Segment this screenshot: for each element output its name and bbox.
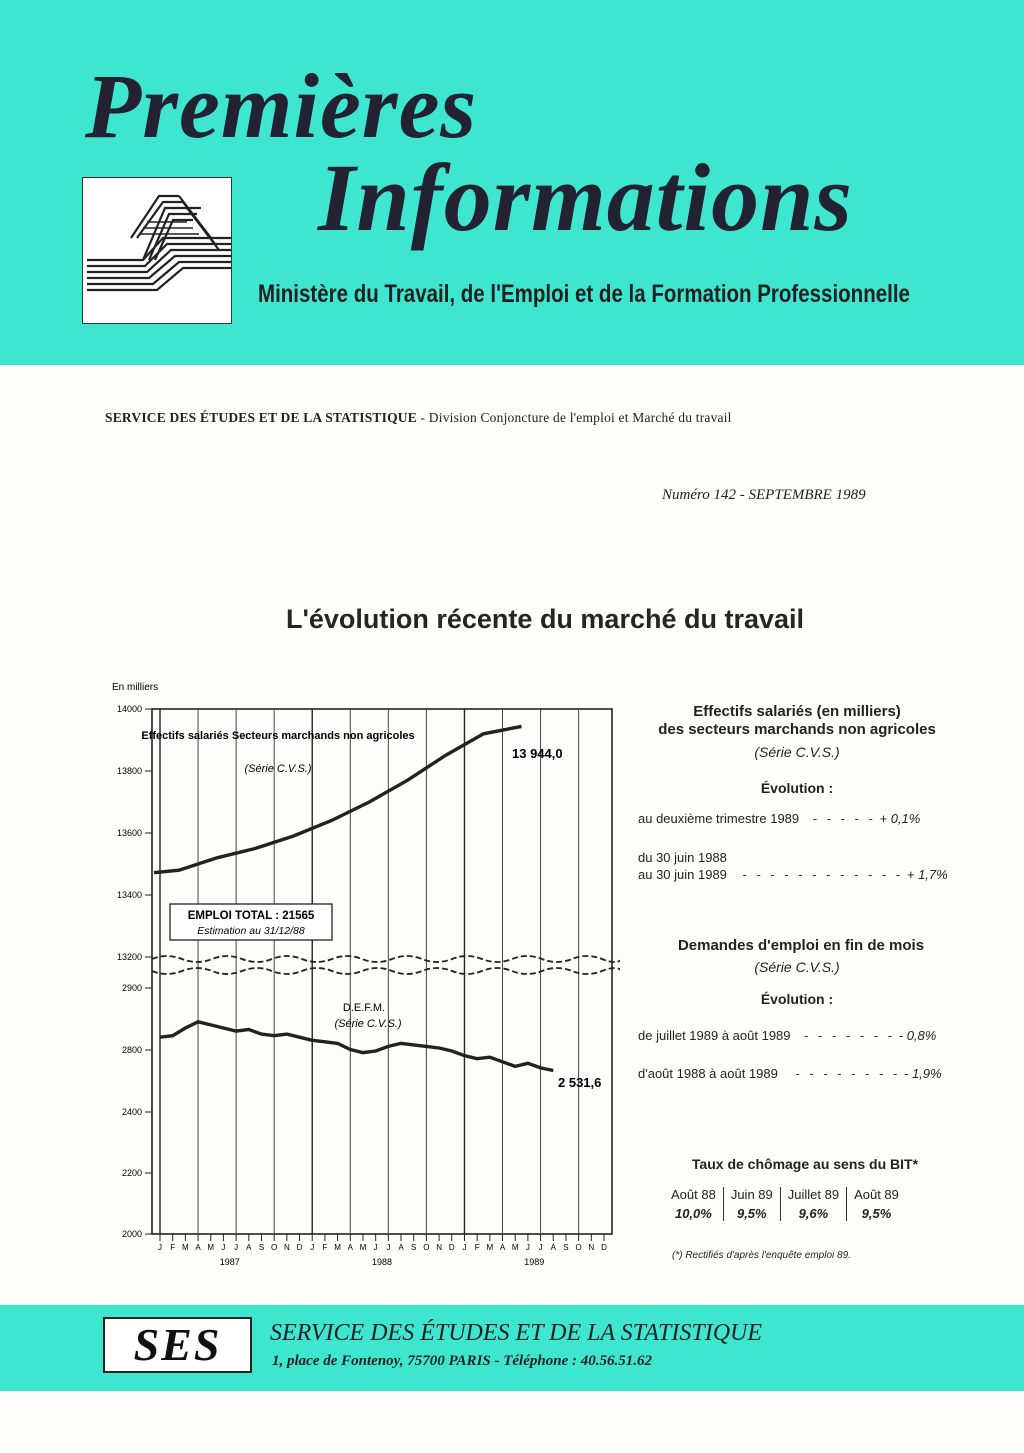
main-title: L'évolution récente du marché du travail bbox=[285, 604, 805, 634]
demandes-year-row bbox=[638, 1066, 964, 1081]
service-name: SERVICE DES ÉTUDES ET DE LA STATISTIQUE bbox=[105, 410, 417, 425]
x-tick-label: M bbox=[511, 1243, 519, 1252]
effectifs-evolution-label: Évolution : bbox=[760, 780, 834, 796]
x-tick-label: N bbox=[436, 1243, 442, 1252]
effectifs-year-label-1: du 30 juin 1988 bbox=[638, 850, 727, 865]
publication-title-line1: Premières bbox=[85, 55, 478, 157]
y-tick-label: 2900 bbox=[121, 983, 142, 993]
x-tick-label: A bbox=[347, 1243, 353, 1252]
x-tick-label: D bbox=[448, 1243, 455, 1252]
y-tick-label: 2000 bbox=[121, 1229, 142, 1239]
y-tick-label: 13600 bbox=[116, 828, 142, 838]
issue-number: Numéro 142 - SEPTEMBRE 1989 bbox=[662, 487, 866, 503]
effectifs-serie: (Série C.V.S.) bbox=[754, 744, 840, 760]
y-tick-label: 13200 bbox=[116, 952, 142, 962]
x-year-label: 1987 bbox=[219, 1257, 240, 1267]
footer-title: SERVICE DES ÉTUDES ET DE LA STATISTIQUE bbox=[270, 1320, 763, 1346]
chomage-rate-label: Juillet 89 bbox=[787, 1187, 840, 1202]
effectifs-quarter-row bbox=[638, 811, 960, 826]
ministry-logo-graphic bbox=[83, 178, 231, 323]
ses-logo: SES bbox=[103, 1317, 252, 1373]
chomage-rate-label: Août 88 bbox=[671, 1187, 716, 1202]
demandes-serie: (Série C.V.S.) bbox=[754, 959, 840, 975]
series-note-defm: (Série C.V.S.) bbox=[334, 1018, 402, 1030]
x-tick-label: J bbox=[234, 1243, 239, 1252]
effectifs-quarter-label: au deuxième trimestre 1989 bbox=[638, 811, 800, 826]
demandes-year-leader: - - - - - - - - bbox=[795, 1066, 901, 1081]
x-tick-label: M bbox=[359, 1243, 367, 1252]
x-tick-label: J bbox=[462, 1243, 467, 1252]
x-tick-label: N bbox=[283, 1243, 290, 1252]
chomage-rate-label: Août 89 bbox=[854, 1187, 899, 1202]
demandes-year-label: d'août 1988 à août 1989 bbox=[638, 1066, 778, 1081]
series-label-defm: D.E.F.M. bbox=[342, 1002, 386, 1014]
y-tick-label: 14000 bbox=[116, 704, 142, 714]
series-note-emploi: (Série C.V.S.) bbox=[244, 763, 312, 775]
chomage-rate-label: Juin 89 bbox=[730, 1187, 773, 1202]
axis-break-upper bbox=[152, 956, 620, 962]
labour-market-chart bbox=[100, 676, 620, 1276]
x-tick-label: J bbox=[158, 1243, 162, 1252]
series-line-emploi bbox=[154, 726, 522, 872]
x-tick-label: A bbox=[499, 1243, 506, 1252]
x-year-label: 1989 bbox=[524, 1257, 545, 1267]
publication-title-line2: Informations bbox=[318, 144, 853, 251]
x-tick-label: N bbox=[588, 1243, 595, 1252]
effectifs-quarter-leader: - - - - - bbox=[812, 811, 876, 826]
x-tick-label: M bbox=[334, 1243, 341, 1252]
y-tick-label: 2400 bbox=[121, 1107, 142, 1117]
axis-break-lower bbox=[152, 968, 620, 974]
x-tick-label: S bbox=[563, 1243, 569, 1252]
chomage-footnote: (*) Rectifiés d'après l'enquête emploi 89. bbox=[672, 1250, 851, 1261]
demandes-month-row bbox=[638, 1028, 964, 1043]
chomage-rate-jun89 bbox=[724, 1187, 781, 1221]
x-tick-label: J bbox=[538, 1243, 543, 1252]
chomage-rate-value: 9,5% bbox=[861, 1206, 892, 1221]
y-tick-label: 13800 bbox=[116, 766, 142, 776]
x-tick-label: A bbox=[550, 1243, 556, 1252]
chomage-rate-value: 9,6% bbox=[798, 1206, 829, 1221]
x-tick-label: F bbox=[170, 1243, 176, 1252]
x-tick-label: S bbox=[258, 1243, 265, 1252]
demandes-month-label: de juillet 1989 à août 1989 bbox=[638, 1028, 791, 1043]
end-label-emploi: 13 944,0 bbox=[512, 746, 563, 761]
chomage-title: Taux de chômage au sens du BIT* bbox=[691, 1156, 919, 1172]
effectifs-title-2: des secteurs marchands non agricoles bbox=[658, 721, 936, 738]
chomage-rate-value: 9,5% bbox=[736, 1206, 767, 1221]
x-tick-label: J bbox=[525, 1243, 530, 1252]
x-year-label: 1988 bbox=[371, 1257, 393, 1267]
x-tick-label: D bbox=[296, 1243, 303, 1252]
division-name: - Division Conjoncture de l'emploi et Marché du travail bbox=[416, 410, 732, 425]
x-tick-label: O bbox=[575, 1243, 582, 1252]
x-tick-label: O bbox=[423, 1243, 430, 1252]
x-tick-label: O bbox=[271, 1243, 278, 1252]
x-tick-label: F bbox=[474, 1243, 480, 1252]
emploi-total-date: Estimation au 31/12/88 bbox=[197, 925, 305, 937]
chomage-rates-table bbox=[664, 1187, 906, 1221]
x-tick-label: A bbox=[398, 1243, 404, 1252]
x-tick-label: J bbox=[221, 1243, 226, 1252]
effectifs-year-row bbox=[638, 867, 960, 882]
series-label-emploi bbox=[141, 730, 414, 742]
y-tick-label: 2800 bbox=[121, 1045, 142, 1055]
effectifs-year-leader: - - - - - - - - - - - - bbox=[742, 867, 904, 882]
x-tick-label: A bbox=[246, 1243, 252, 1252]
x-tick-label: M bbox=[182, 1243, 189, 1252]
y-tick-label: 2200 bbox=[121, 1168, 142, 1178]
series-label-emploi-name: Effectifs salariés Secteurs marchands non agricoles bbox=[141, 730, 415, 742]
ministry-logo bbox=[82, 177, 232, 324]
demandes-evolution-label: Évolution : bbox=[760, 991, 834, 1007]
end-label-defm: 2 531,6 bbox=[558, 1075, 602, 1090]
x-tick-label: M bbox=[486, 1243, 494, 1252]
service-line bbox=[105, 410, 732, 426]
demandes-title: Demandes d'emploi en fin de mois bbox=[677, 937, 925, 954]
effectifs-title-1: Effectifs salariés (en milliers) bbox=[693, 703, 901, 720]
demandes-month-value: - 0,8% bbox=[898, 1028, 937, 1043]
x-tick-label: D bbox=[601, 1243, 607, 1252]
chomage-rate-value: 10,0% bbox=[674, 1206, 712, 1221]
x-tick-label: S bbox=[411, 1243, 417, 1252]
x-tick-label: M bbox=[207, 1243, 215, 1252]
x-tick-label: A bbox=[195, 1243, 201, 1252]
x-tick-label: F bbox=[322, 1243, 328, 1252]
demandes-month-leader: - - - - - - - bbox=[804, 1028, 896, 1043]
chomage-rate-aug89 bbox=[847, 1187, 906, 1221]
ministry-name: Ministère du Travail, de l'Emploi et de la Formation Professionnelle bbox=[258, 280, 910, 308]
chomage-rate-aug88 bbox=[664, 1187, 724, 1221]
effectifs-quarter-value: + 0,1% bbox=[879, 811, 921, 826]
footer-address: 1, place de Fontenoy, 75700 PARIS - Téléphone : 40.56.51.62 bbox=[272, 1353, 652, 1369]
x-tick-label: J bbox=[310, 1243, 315, 1252]
demandes-year-value: - 1,9% bbox=[904, 1066, 942, 1081]
x-tick-label: J bbox=[386, 1243, 391, 1252]
y-axis-label: En milliers bbox=[112, 682, 159, 693]
effectifs-year-value: + 1,7% bbox=[906, 867, 948, 882]
chomage-rate-jul89 bbox=[781, 1187, 847, 1221]
y-tick-label: 13400 bbox=[116, 890, 142, 900]
x-tick-label: J bbox=[373, 1243, 378, 1252]
effectifs-year-label-2: au 30 juin 1989 bbox=[638, 867, 727, 882]
emploi-total-text: EMPLOI TOTAL : 21565 bbox=[187, 910, 315, 922]
